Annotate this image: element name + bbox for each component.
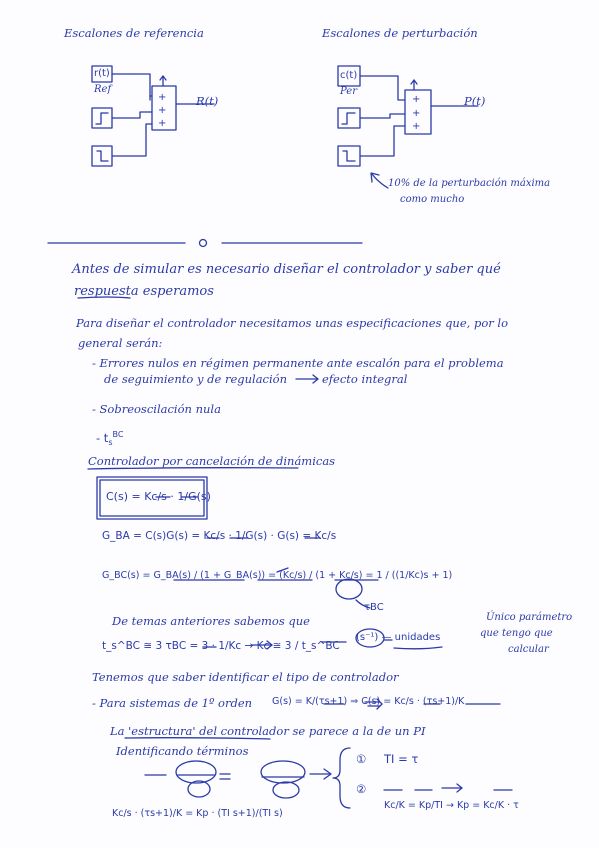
specs-bullet-3-sub: s xyxy=(108,438,113,448)
identify-line-1: Tenemos que saber identificar el tipo de controlador xyxy=(92,670,399,684)
right-block-step-down xyxy=(338,146,360,166)
previous-side-note-1: Único parámetro xyxy=(486,612,573,623)
identify-case-1: TI = τ xyxy=(384,752,419,766)
method-boxed-formula: C(s) = Kc/s · 1/G(s) xyxy=(106,490,211,503)
left-block-label: Ref xyxy=(94,84,112,95)
previous-side-note-3: calcular xyxy=(508,644,549,655)
identify-line-2a: - Para sistemas de 1º orden xyxy=(92,696,253,710)
intro-line-1: Antes de simular es necesario diseñar el controlador y saber qué xyxy=(72,262,501,277)
identify-line-2-formula: G(s) = K/(τs+1) ⇒ C(s) = Kc/s · (τs+1)/K xyxy=(272,696,465,707)
left-sum-sign-2: + xyxy=(158,105,167,116)
right-block-top-text: c(t) xyxy=(340,70,358,81)
specs-line-1: Para diseñar el controlador necesitamos unas especificaciones que, por lo xyxy=(76,316,508,330)
right-block-step-up xyxy=(338,108,360,128)
identify-eq-lhs: Kc/s · (τs+1)/K = Kp · (TI s+1)/(TI s) xyxy=(112,808,283,819)
right-sum-sign-3: + xyxy=(412,121,421,132)
specs-bullet-1c: efecto integral xyxy=(322,372,408,386)
previous-side-note-2: que tengo que xyxy=(480,628,553,639)
left-block-step-down xyxy=(92,146,112,166)
right-diagram-title: Escalones de perturbación xyxy=(322,26,478,40)
right-block-label: Per xyxy=(340,86,357,97)
previous-line-1: De temas anteriores sabemos que xyxy=(112,614,310,628)
specs-bullet-3 xyxy=(96,430,123,447)
right-sum-sign-1: + xyxy=(412,94,421,105)
method-g-bc: G_BC(s) = G_BA(s) / (1 + G_BA(s)) = (Kc/s) / (1 + Kc/s) = 1 / ((1/Kc)s + 1) xyxy=(102,570,453,581)
specs-bullet-1b: de seguimiento y de regulación xyxy=(104,372,288,386)
left-sum-sign-1: + xyxy=(158,92,167,103)
divider-marker xyxy=(199,236,207,247)
left-block-step-up xyxy=(92,108,112,128)
left-block-top-text: r(t) xyxy=(94,68,110,79)
specs-bullet-3-sup: BC xyxy=(112,430,124,439)
identify-case-2-label: ② xyxy=(356,782,367,796)
identify-line-3: La 'estructura' del controlador se parece a la de un PI xyxy=(110,724,426,738)
left-output-label: R(t) xyxy=(196,94,219,108)
intro-line-2: respuesta esperamos xyxy=(74,284,214,299)
identify-case-1-label: ① xyxy=(356,752,367,766)
previous-formula: t_s^BC ≅ 3 τBC = 3 · 1/Kc → Kc ≅ 3 / t_s^BC xyxy=(102,640,340,652)
right-output-label: P(t) xyxy=(464,94,486,108)
left-diagram-title: Escalones de referencia xyxy=(64,26,204,40)
method-g-ba: G_BA = C(s)G(s) = Kc/s · 1/G(s) · G(s) = Kc/s xyxy=(102,530,337,542)
method-heading: Controlador por cancelación de dinámicas xyxy=(88,454,336,468)
previous-units: (s⁻¹) — unidades xyxy=(356,632,441,643)
right-annotation-line2: como mucho xyxy=(400,194,465,205)
right-sum-sign-2: + xyxy=(412,108,421,119)
identify-line-4: Identificando términos xyxy=(116,744,249,758)
identify-case-2: Kc/K = Kp/TI → Kp = Kc/K · τ xyxy=(384,800,519,811)
left-sum-sign-3: + xyxy=(158,118,167,129)
method-tau-bc: τBC xyxy=(364,602,384,613)
specs-bullet-2: - Sobreoscilación nula xyxy=(92,402,221,416)
specs-line-2: general serán: xyxy=(78,336,163,350)
specs-bullet-3-t: - t xyxy=(96,430,109,445)
right-annotation-line1: 10% de la perturbación máxima xyxy=(388,178,551,189)
specs-bullet-1a: - Errores nulos en régimen permanente ante escalón para el problema xyxy=(92,356,504,370)
